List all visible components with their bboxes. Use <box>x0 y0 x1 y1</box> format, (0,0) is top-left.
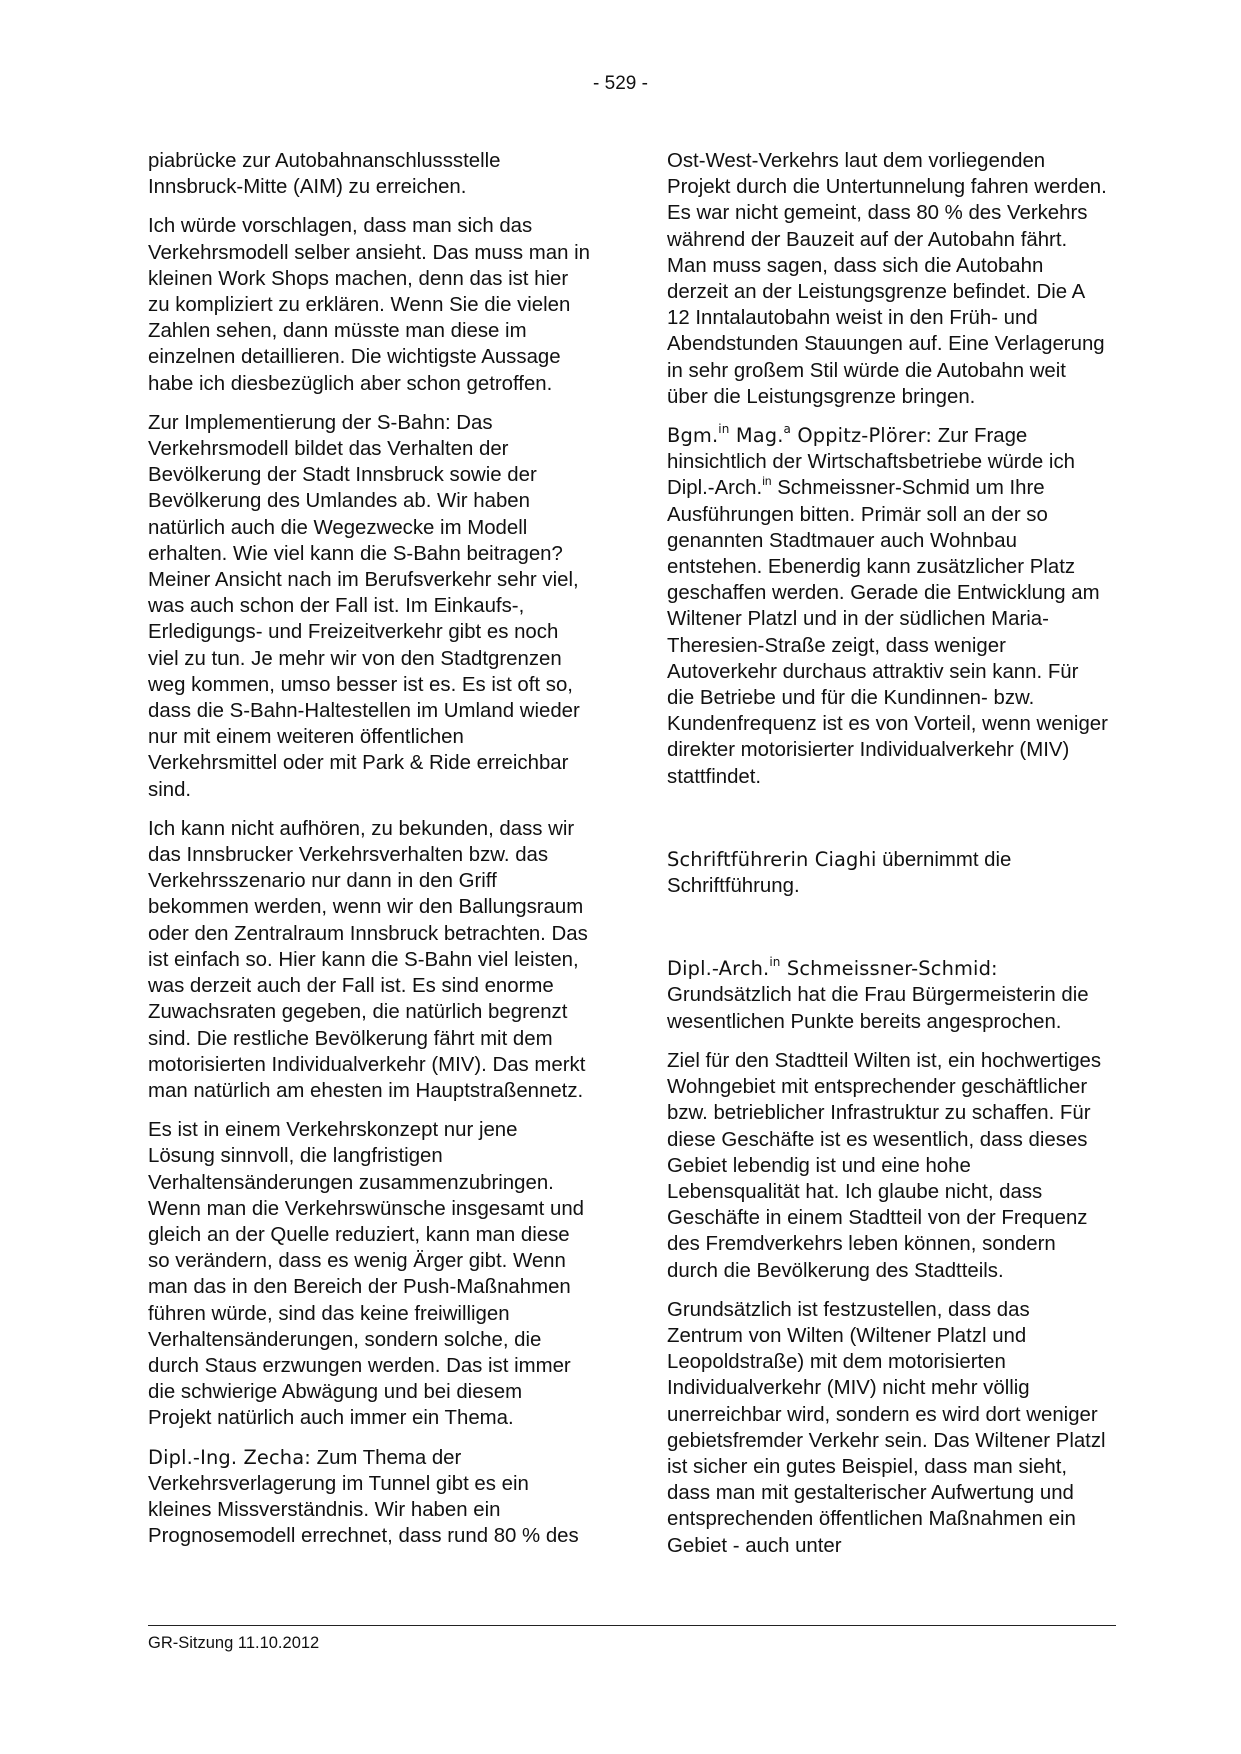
right-column <box>667 148 1109 1572</box>
paragraph: Es ist in einem Verkehrskonzept nur jene Lösung sinnvoll, die langfristigen Verhaltensänderungen zusammenzubringen. Wenn man die Verkehrswünsche insgesamt und gleich an der Quelle reduziert, kann man diese so verändern, dass es wenig Ärger gibt. Wenn man das in den Bereich der Push-Maßnahmen führen würde, sind das keine freiwilligen Verhaltensänderungen, sondern solche, die durch Staus erzwungen werden. Das ist immer die schwierige Abwägung und bei diesem Projekt natürlich auch immer ein Thema. <box>148 1119 584 1430</box>
paragraph-text: übernimmt die Schriftführung. <box>667 848 1012 898</box>
speaker-name: Dipl.-Ing. Zecha: <box>148 1445 311 1469</box>
speaker-name: Bgm.$^{in}$ Mag.$^a$ Oppitz-Plörer: <box>667 422 933 448</box>
paragraph <box>667 956 1109 1035</box>
page-number: - 529 - <box>593 73 648 94</box>
paragraph-text: Zum Thema der Verkehrsverlagerung im Tunnel gibt es ein kleines Missverständnis. Wir haben ein Prognosemodell errechnet, dass rund 80 % des <box>148 1446 579 1548</box>
paragraph: Ost-West-Verkehrs laut dem vorliegenden Projekt durch die Untertunnelung fahren werden. Es war nicht gemeint, dass 80 % des Verkehrs während der Bauzeit auf der Autobahn fährt. Man muss sagen, dass sich die Autobahn derzeit an der Leistungsgrenze befindet. Die A 12 Inntalautobahn weist in den Früh- und Abendstunden Stauungen auf. Eine Verlagerung in sehr großem Stil würde die Autobahn weit über die Leistungsgrenze bringen. <box>667 150 1107 408</box>
paragraph: Ich kann nicht aufhören, zu bekunden, dass wir das Innsbrucker Verkehrsverhalten bzw. das Verkehrsszenario nur dann in den Griff bekommen werden, wenn wir den Ballungsraum oder den Zentralraum Innsbruck betrachten. Das ist einfach so. Hier kann die S-Bahn viel leisten, was derzeit auch der Fall ist. Es sind enorme Zuwachsraten gegeben, die natürlich begrenzt sind. Die restliche Bevölkerung fährt mit dem motorisierten Individualverkehr (MIV). Das merkt man natürlich am ehesten im Hauptstraßennetz. <box>148 817 588 1102</box>
speaker-name: Schriftführerin Ciaghi <box>667 847 877 871</box>
paragraph-text: Zur Frage hinsichtlich der Wirtschaftsbetriebe würde ich Dipl.-Arch.$^{in}$ Schmeissner-Schmid um Ihre Ausführungen bitten. Primär soll an der so genannten Stadtmauer auch Wohnbau entstehen. Ebenerdig kann zusätzlicher Platz geschaffen werden. Gerade die Entwicklung am Wiltener Platzl und in der südlichen Maria-Theresien-Straße zeigt, dass weniger Autoverkehr durchaus attraktiv sein kann. Für die Betriebe und für die Kundinnen- bzw. Kundenfrequenz ist es von Vorteil, wenn weniger direkter motorisierter Individualverkehr (MIV) stattfindet. <box>667 425 1108 788</box>
footer-session-date: GR-Sitzung 11.10.2012 <box>148 1634 320 1652</box>
paragraph <box>667 847 1109 899</box>
paragraph: Grundsätzlich ist festzustellen, dass das Zentrum von Wilten (Wiltener Platzl und Leopoldstraße) mit dem motorisierten Individualverkehr (MIV) nicht mehr völlig unerreichbar wird, sondern es wird dort weniger gebietsfremder Verkehr sein. Das Wiltener Platzl ist sicher ein gutes Beispiel, dass man sieht, dass man mit gestalterischer Aufwertung und entsprechenden öffentlichen Maßnahmen ein Gebiet - auch unter <box>667 1298 1106 1557</box>
left-column <box>148 148 590 1562</box>
speaker-name: Dipl.-Arch.$^{in}$ Schmeissner-Schmid: <box>667 955 998 981</box>
paragraph <box>148 1445 590 1550</box>
paragraph: Ich würde vorschlagen, dass man sich das Verkehrsmodell selber ansieht. Das muss man in kleinen Work Shops machen, denn das ist hier zu kompliziert zu erklären. Wenn Sie die vielen Zahlen sehen, dann müsste man diese im einzelnen detaillieren. Die wichtigste Aussage habe ich diesbezüglich aber schon getroffen. <box>148 215 590 395</box>
paragraph: Zur Implementierung der S-Bahn: Das Verkehrsmodell bildet das Verhalten der Bevölkerung der Stadt Innsbruck sowie der Bevölkerung des Umlandes ab. Wir haben natürlich auch die Wegezwecke im Modell erhalten. Wie viel kann die S-Bahn beitragen? Meiner Ansicht nach im Berufsverkehr sehr viel, was auch schon der Fall ist. Im Einkaufs-, Erledigungs- und Freizeitverkehr gibt es noch viel zu tun. Je mehr wir von den Stadtgrenzen weg kommen, umso besser ist es. Es ist oft so, dass die S-Bahn-Haltestellen im Umland wieder nur mit einem weiteren öffentlichen Verkehrsmittel oder mit Park & Ride erreichbar sind. <box>148 411 580 801</box>
footer-divider <box>148 1625 1116 1626</box>
paragraph <box>667 423 1109 790</box>
paragraph-text: Grundsätzlich hat die Frau Bürgermeisterin die wesentlichen Punkte bereits angesprochen. <box>667 984 1089 1033</box>
paragraph: piabrücke zur Autobahnanschlussstelle Innsbruck-Mitte (AIM) zu erreichen. <box>148 150 501 199</box>
paragraph: Ziel für den Stadtteil Wilten ist, ein hochwertiges Wohngebiet mit entsprechender geschäftlicher bzw. betrieblicher Infrastruktur zu schaffen. Für diese Geschäfte ist es wesentlich, dass dieses Gebiet lebendig ist und eine hohe Lebensqualität hat. Ich glaube nicht, dass Geschäfte in einem Stadtteil von der Frequenz des Fremdverkehrs leben können, sondern durch die Bevölkerung des Stadtteils. <box>667 1049 1102 1282</box>
